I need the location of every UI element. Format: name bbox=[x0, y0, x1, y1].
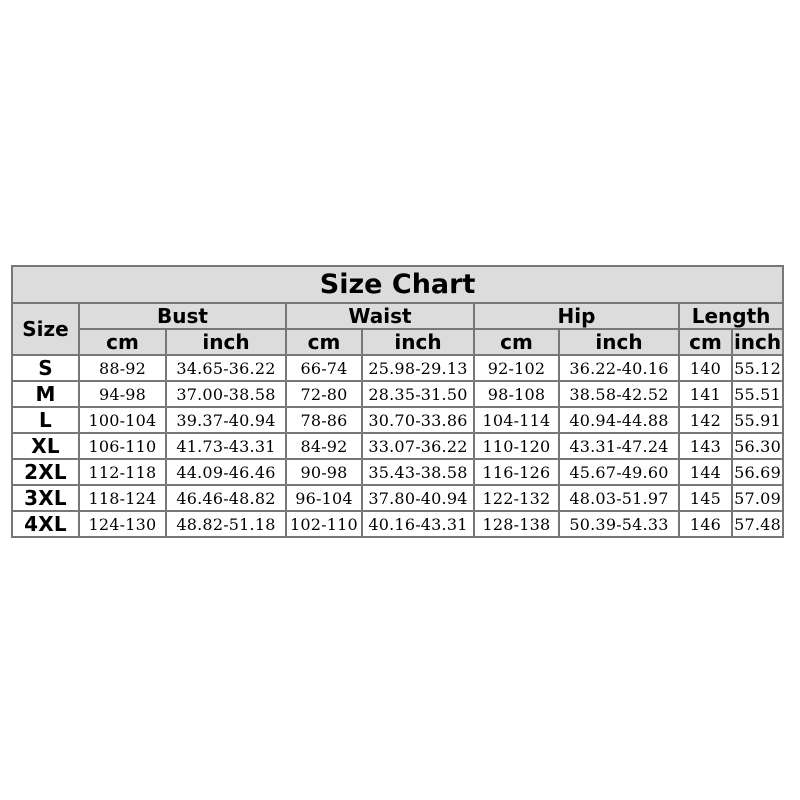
length-cm-cell: 143 bbox=[679, 433, 732, 459]
length-inch-cell: 55.51 bbox=[732, 381, 783, 407]
length-cm-cell: 145 bbox=[679, 485, 732, 511]
table-row bbox=[12, 433, 783, 459]
size-cell: L bbox=[12, 407, 79, 433]
waist-inch-cell: 40.16-43.31 bbox=[362, 511, 474, 537]
bust-inch-cell: 46.46-48.82 bbox=[166, 485, 286, 511]
unit-header-length-inch: inch bbox=[733, 330, 782, 354]
group-header-waist: Waist bbox=[286, 303, 474, 329]
hip-inch-cell: 38.58-42.52 bbox=[559, 381, 679, 407]
group-header-length: Length bbox=[679, 303, 783, 329]
hip-inch-cell: 48.03-51.97 bbox=[559, 485, 679, 511]
waist-inch-cell: 28.35-31.50 bbox=[362, 381, 474, 407]
unit-header-bust-inch: inch bbox=[166, 329, 286, 355]
group-header-row bbox=[12, 303, 783, 329]
hip-cm-cell: 128-138 bbox=[474, 511, 559, 537]
hip-cm-cell: 110-120 bbox=[474, 433, 559, 459]
bust-inch-cell: 44.09-46.46 bbox=[166, 459, 286, 485]
unit-header-hip-cm: cm bbox=[474, 329, 559, 355]
chart-title: Size Chart bbox=[12, 266, 783, 303]
bust-inch-cell: 48.82-51.18 bbox=[166, 511, 286, 537]
waist-cm-cell: 96-104 bbox=[286, 485, 362, 511]
hip-cm-cell: 116-126 bbox=[474, 459, 559, 485]
length-inch-cell: 56.30 bbox=[732, 433, 783, 459]
unit-header-waist-cm: cm bbox=[286, 329, 362, 355]
length-inch-cell: 57.09 bbox=[732, 485, 783, 511]
size-cell: 2XL bbox=[12, 459, 79, 485]
title-row bbox=[12, 266, 783, 303]
table-row bbox=[12, 355, 783, 381]
waist-inch-cell: 30.70-33.86 bbox=[362, 407, 474, 433]
unit-header-waist-inch: inch bbox=[362, 329, 474, 355]
bust-inch-cell: 41.73-43.31 bbox=[166, 433, 286, 459]
length-inch-cell: 57.48 bbox=[732, 511, 783, 537]
waist-inch-cell: 35.43-38.58 bbox=[362, 459, 474, 485]
hip-inch-cell: 40.94-44.88 bbox=[559, 407, 679, 433]
table-row bbox=[12, 485, 783, 511]
size-cell: S bbox=[12, 355, 79, 381]
waist-cm-cell: 66-74 bbox=[286, 355, 362, 381]
length-cm-cell: 142 bbox=[679, 407, 732, 433]
size-cell: M bbox=[12, 381, 79, 407]
table-row bbox=[12, 511, 783, 537]
hip-cm-cell: 104-114 bbox=[474, 407, 559, 433]
unit-header-hip-inch: inch bbox=[559, 329, 679, 355]
waist-cm-cell: 90-98 bbox=[286, 459, 362, 485]
length-cm-cell: 140 bbox=[679, 355, 732, 381]
size-chart-table bbox=[11, 265, 784, 538]
bust-cm-cell: 94-98 bbox=[79, 381, 166, 407]
hip-inch-cell: 50.39-54.33 bbox=[559, 511, 679, 537]
size-column-header: Size bbox=[12, 303, 79, 355]
table-row bbox=[12, 459, 783, 485]
waist-inch-cell: 25.98-29.13 bbox=[362, 355, 474, 381]
group-header-bust: Bust bbox=[79, 303, 286, 329]
length-cm-cell: 146 bbox=[679, 511, 732, 537]
waist-cm-cell: 84-92 bbox=[286, 433, 362, 459]
hip-cm-cell: 122-132 bbox=[474, 485, 559, 511]
hip-cm-cell: 98-108 bbox=[474, 381, 559, 407]
hip-inch-cell: 43.31-47.24 bbox=[559, 433, 679, 459]
bust-cm-cell: 100-104 bbox=[79, 407, 166, 433]
bust-inch-cell: 34.65-36.22 bbox=[166, 355, 286, 381]
bust-inch-cell: 37.00-38.58 bbox=[166, 381, 286, 407]
unit-header-length-cm: cm bbox=[679, 329, 732, 355]
waist-inch-cell: 37.80-40.94 bbox=[362, 485, 474, 511]
unit-header-row bbox=[12, 329, 783, 355]
bust-cm-cell: 112-118 bbox=[79, 459, 166, 485]
length-cm-cell: 144 bbox=[679, 459, 732, 485]
length-inch-cell: 56.69 bbox=[732, 459, 783, 485]
size-cell: XL bbox=[12, 433, 79, 459]
table-row bbox=[12, 381, 783, 407]
bust-cm-cell: 88-92 bbox=[79, 355, 166, 381]
table-body bbox=[12, 355, 783, 537]
length-inch-cell: 55.91 bbox=[732, 407, 783, 433]
hip-inch-cell: 45.67-49.60 bbox=[559, 459, 679, 485]
length-inch-cell: 55.12 bbox=[732, 355, 783, 381]
bust-cm-cell: 118-124 bbox=[79, 485, 166, 511]
unit-header-bust-cm: cm bbox=[79, 329, 166, 355]
waist-cm-cell: 72-80 bbox=[286, 381, 362, 407]
size-cell: 3XL bbox=[12, 485, 79, 511]
table-row bbox=[12, 407, 783, 433]
group-header-hip: Hip bbox=[474, 303, 679, 329]
bust-cm-cell: 106-110 bbox=[79, 433, 166, 459]
table-header bbox=[12, 266, 783, 355]
bust-inch-cell: 39.37-40.94 bbox=[166, 407, 286, 433]
hip-inch-cell: 36.22-40.16 bbox=[559, 355, 679, 381]
length-cm-cell: 141 bbox=[679, 381, 732, 407]
waist-cm-cell: 78-86 bbox=[286, 407, 362, 433]
bust-cm-cell: 124-130 bbox=[79, 511, 166, 537]
hip-cm-cell: 92-102 bbox=[474, 355, 559, 381]
waist-inch-cell: 33.07-36.22 bbox=[362, 433, 474, 459]
waist-cm-cell: 102-110 bbox=[286, 511, 362, 537]
size-cell: 4XL bbox=[12, 511, 79, 537]
